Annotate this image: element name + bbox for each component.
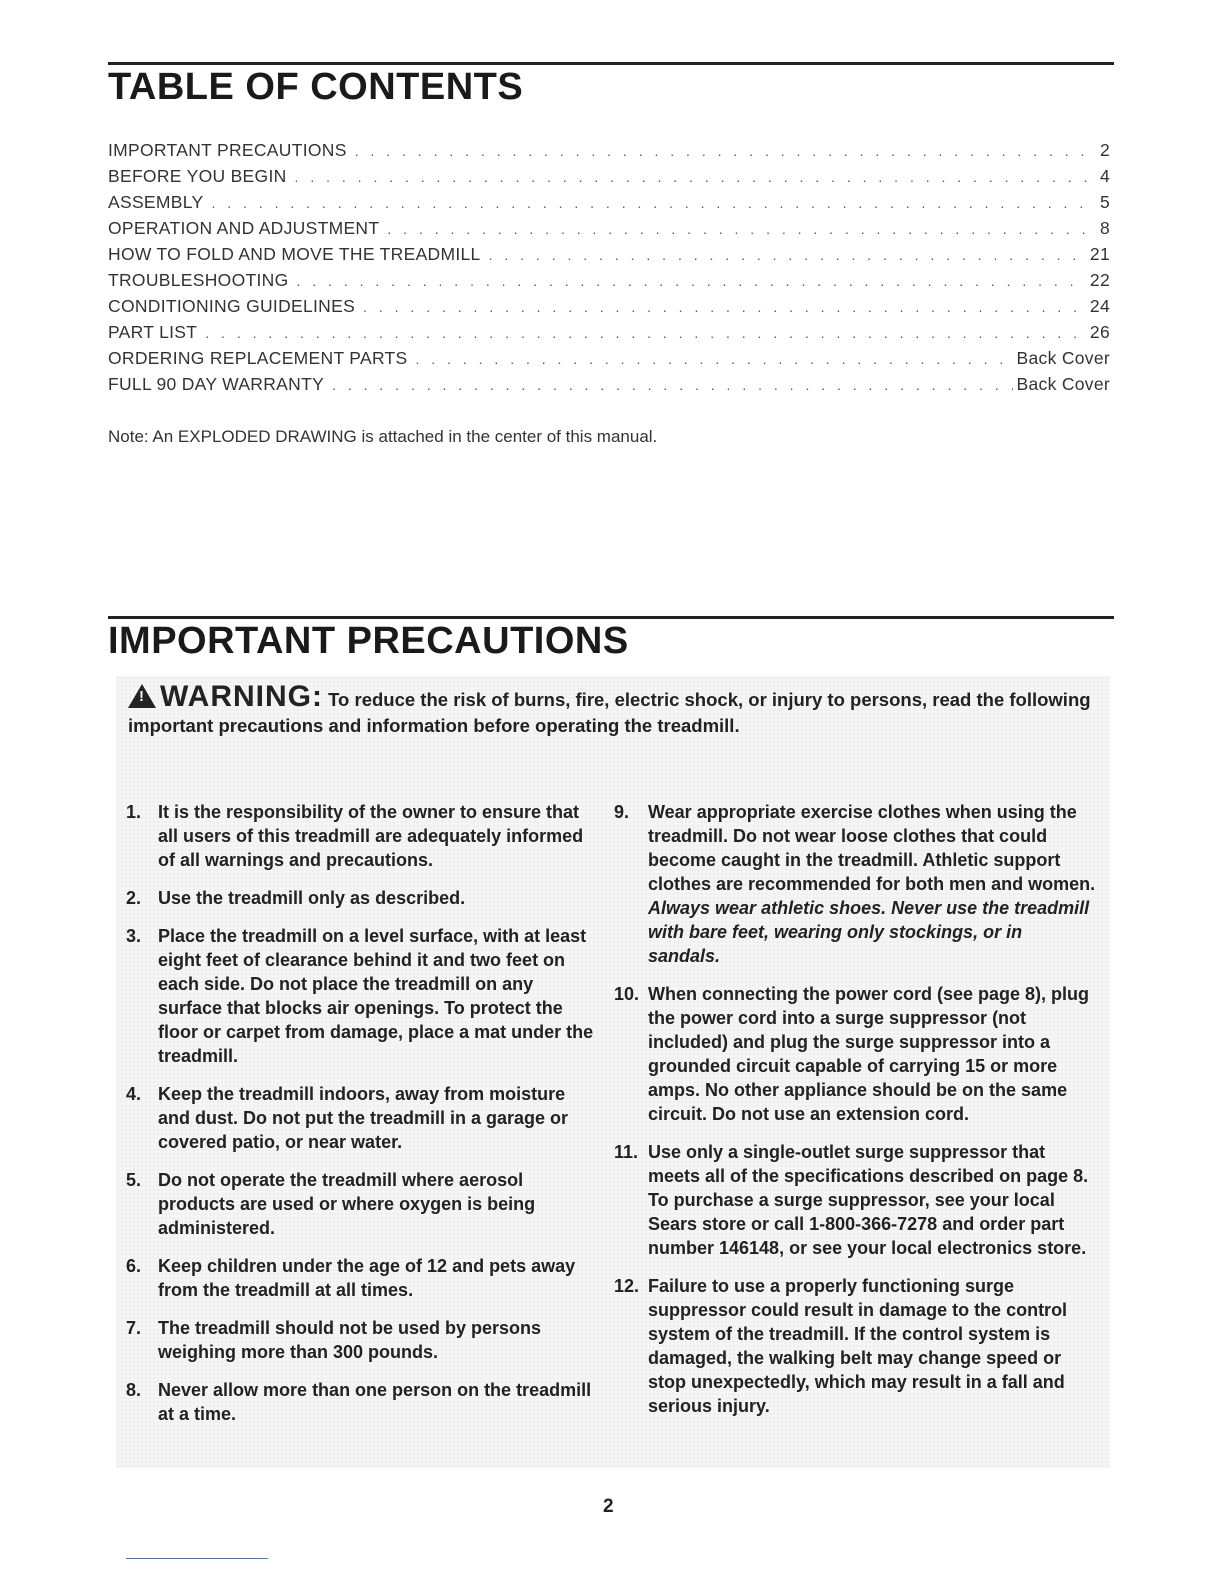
toc-entry[interactable]: FULL 90 DAY WARRANTY . . . Back Cover	[108, 374, 1110, 400]
list-item: 5. Do not operate the treadmill where aerosol products are used or where oxygen is being administered.	[126, 1170, 536, 1238]
page-number: 2	[603, 1496, 614, 1517]
precautions-top-rule	[108, 616, 1114, 619]
toc-list	[108, 140, 1110, 400]
toc-note: Note: An EXPLODED DRAWING is attached in the center of this manual.	[108, 427, 658, 446]
toc-top-rule	[108, 62, 1114, 65]
list-item: 12. Failure to use a properly functioning surge suppressor could result in damage to the control system of the treadmill. If the control system is damaged, the walking belt may change speed or stop unexpectedly, which may result in a fall and serious injury.	[614, 1276, 1068, 1416]
list-item: 1. It is the responsibility of the owner to ensure that all users of this treadmill are adequately informed of all warnings and precautions.	[126, 802, 584, 870]
toc-entry[interactable]: ORDERING REPLACEMENT PARTS . . . Back Cover	[108, 348, 1110, 374]
warning-header	[128, 680, 1098, 739]
toc-entry[interactable]: ASSEMBLY . . . 5	[108, 192, 1110, 218]
toc-entry[interactable]: TROUBLESHOOTING . . . 22	[108, 270, 1110, 296]
precautions-column-right	[614, 800, 1098, 1432]
warning-word: WARNING:	[160, 680, 323, 713]
list-item: 3. Place the treadmill on a level surface, with at least eight feet of clearance behind it and two feet on each side. Do not place the treadmill on any surface that blocks air openings. To protect the floor or carpet from damage, place a mat under the treadmill.	[126, 926, 594, 1066]
warning-box	[116, 676, 1110, 1468]
precautions-title: IMPORTANT PRECAUTIONS	[108, 620, 629, 662]
toc-entry[interactable]: HOW TO FOLD AND MOVE THE TREADMILL . . . 21	[108, 244, 1110, 270]
toc-entry[interactable]: BEFORE YOU BEGIN . . . 4	[108, 166, 1110, 192]
list-item: 9. Wear appropriate exercise clothes when using the treadmill. Do not wear loose clothes that could become caught in the treadmill. Athletic support clothes are recommended for both men and women. Always wear athletic shoes. Never use the treadmill with bare feet, wearing only stockings, or in sandals.	[614, 802, 1096, 966]
emphasis-text: Always wear athletic shoes. Never use the treadmill with bare feet, wearing only stockings, or in sandals.	[648, 898, 1090, 966]
warning-triangle-icon	[128, 684, 156, 708]
list-item: 4. Keep the treadmill indoors, away from moisture and dust. Do not put the treadmill in a garage or covered patio, or near water.	[126, 1084, 569, 1152]
toc-entry[interactable]: PART LIST . . . 26	[108, 322, 1110, 348]
toc-title: TABLE OF CONTENTS	[108, 66, 524, 108]
toc-entry[interactable]: CONDITIONING GUIDELINES . . . 24	[108, 296, 1110, 322]
list-item: 7. The treadmill should not be used by persons weighing more than 300 pounds.	[126, 1318, 542, 1362]
warning-text: To reduce the risk of burns, fire, electric shock, or injury to persons, read the following important precautions and information before operating the treadmill.	[128, 689, 1091, 736]
toc-entry[interactable]: IMPORTANT PRECAUTIONS . . . 2	[108, 140, 1110, 166]
toc-entry[interactable]: OPERATION AND ADJUSTMENT . . . 8	[108, 218, 1110, 244]
bottom-link-underline	[126, 1558, 268, 1559]
list-item: 6. Keep children under the age of 12 and pets away from the treadmill at all times.	[126, 1256, 576, 1300]
list-item: 8. Never allow more than one person on the treadmill at a time.	[126, 1380, 592, 1424]
list-item: 10. When connecting the power cord (see page 8), plug the power cord into a surge suppressor (not included) and plug the surge suppressor into a grounded circuit capable of carrying 15 or more amps. No other appliance should be on the same circuit. Do not use an extension cord.	[614, 984, 1090, 1124]
precautions-column-left	[126, 800, 596, 1440]
list-item: 2. Use the treadmill only as described.	[126, 888, 466, 908]
list-item: 11. Use only a single-outlet surge suppressor that meets all of the specifications described on page 8. To purchase a surge suppressor, see your local Sears store or call 1-800-366-7278 and order part number 146148, or see your local electronics store.	[614, 1142, 1089, 1258]
